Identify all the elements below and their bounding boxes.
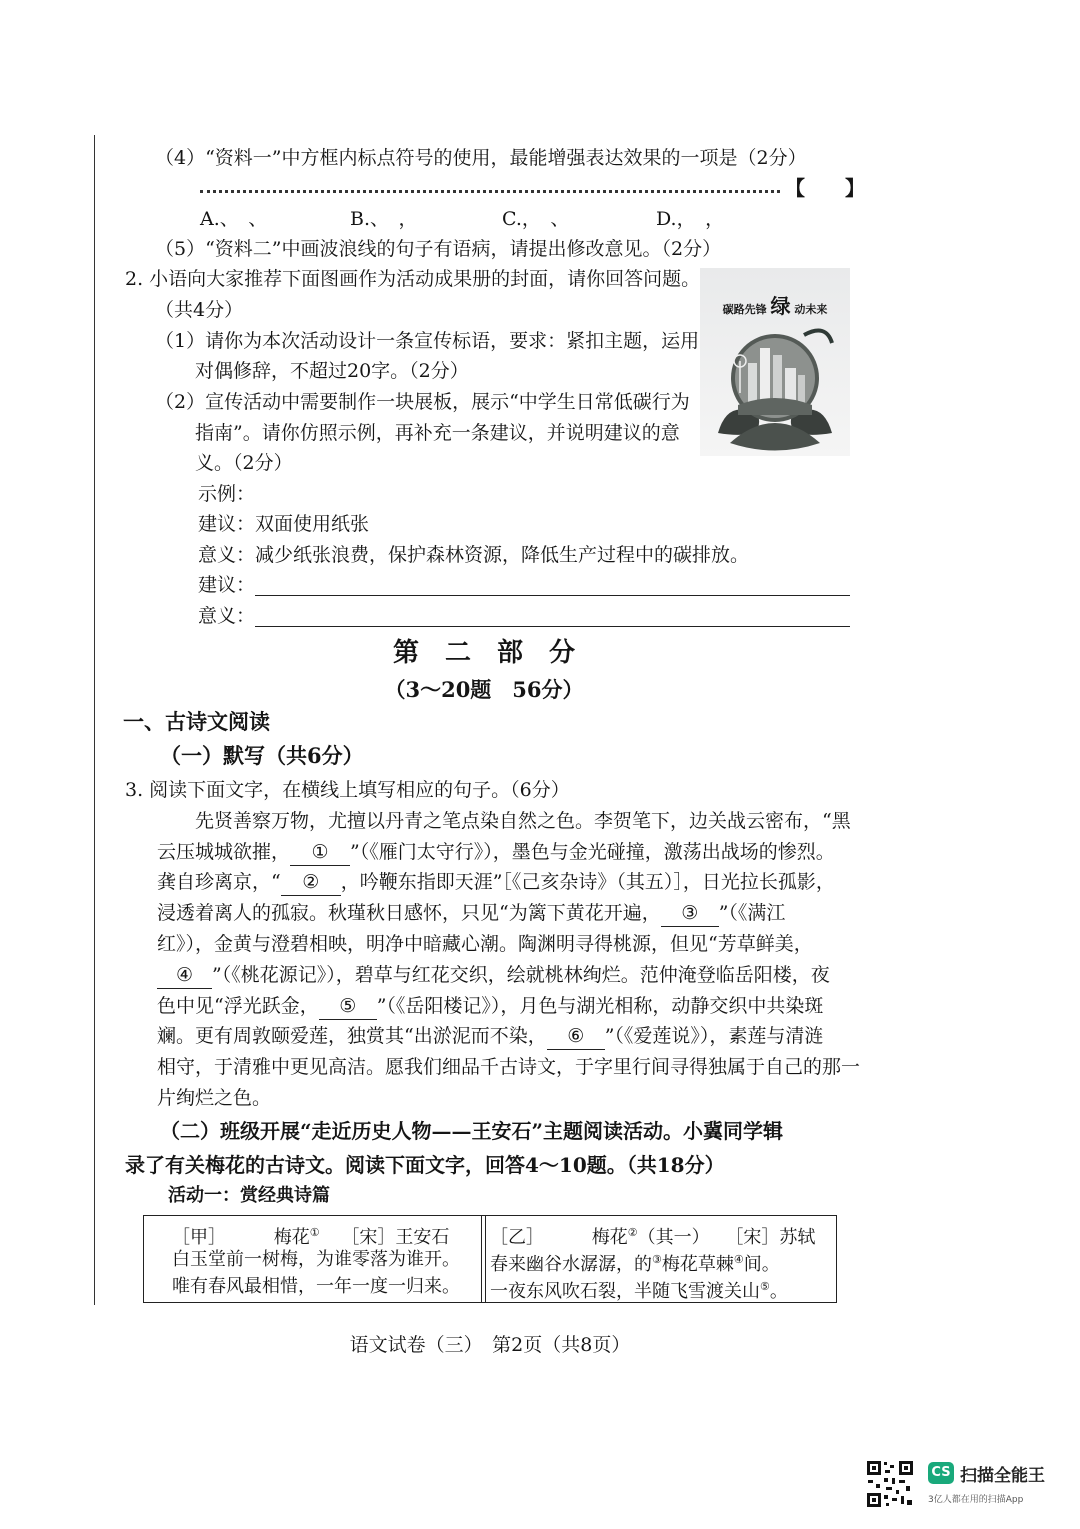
qr-code-icon bbox=[866, 1460, 914, 1508]
option-d: D.， ， bbox=[656, 208, 725, 230]
poem-jia-label: ［甲］ bbox=[172, 1227, 226, 1248]
poem-yi-label: ［乙］ bbox=[490, 1227, 544, 1248]
passage-line-4 bbox=[157, 900, 785, 927]
fill-blank-5[interactable]: ⑤ bbox=[319, 993, 377, 1020]
option-c: C.， 、 bbox=[502, 208, 570, 230]
passage-line-2 bbox=[157, 839, 835, 866]
page-footer: 语文试卷（三） 第2页（共8页） bbox=[349, 1334, 631, 1356]
poster-slogan-left: 碳路先锋 bbox=[722, 303, 767, 316]
part-title: 第 二 部 分 bbox=[392, 638, 575, 668]
poem-yi-line2 bbox=[490, 1275, 788, 1304]
subsection-dictation: （一）默写（共6分） bbox=[160, 743, 364, 768]
q1-item5: （5）“资料二”中画波浪线的句子有语病，请提出修改意见。（2分） bbox=[155, 238, 722, 260]
poem-text: 春来幽谷水潺潺，的 bbox=[490, 1254, 652, 1275]
passage-line-3 bbox=[157, 869, 835, 896]
fill-blank-2[interactable]: ② bbox=[281, 869, 341, 896]
camscanner-name: 扫描全能王 bbox=[960, 1466, 1045, 1486]
fill-blank-1[interactable]: ① bbox=[290, 839, 350, 866]
passage-text: 浸透着离人的孤寂。秋瑾秋日感怀，只见“为篱下黄花开遍， bbox=[157, 902, 661, 924]
passage-text: 龚自珍离京，“ bbox=[157, 871, 281, 893]
binding-margin-line bbox=[94, 135, 95, 1305]
q1-item4: （4）“资料一”中方框内标点符号的使用，最能增强表达效果的一项是（2分） bbox=[155, 147, 807, 169]
subsection-two-b: 录了有关梅花的古诗文。阅读下面文字，回答4～10题。（共18分） bbox=[125, 1153, 725, 1177]
passage-line-8 bbox=[157, 1023, 823, 1050]
passage-text: ”（《桃花源记》），碧草与红花交织，绘就桃林绚烂。范仲淹登临岳阳楼，夜 bbox=[212, 964, 830, 986]
poem-yi-author: ［宋］苏轼 bbox=[725, 1227, 816, 1248]
poem-text: 间。 bbox=[743, 1254, 780, 1275]
q2-sub2-a: （2）宣传活动中需要制作一块展板，展示“中学生日常低碳行为 bbox=[155, 391, 690, 413]
option-a: A.、 、 bbox=[200, 208, 268, 230]
footnote-marker: ① bbox=[309, 1226, 320, 1239]
example-meaning: 意义：减少纸张浪费，保护森林资源，降低生产过程中的碳排放。 bbox=[198, 544, 750, 566]
example-suggestion: 建议：双面使用纸张 bbox=[198, 513, 370, 535]
activity-one-label: 活动一：赏经典诗篇 bbox=[168, 1185, 330, 1206]
poem-yi-sub: （其一） bbox=[637, 1227, 710, 1248]
passage-line-10: 片绚烂之色。 bbox=[157, 1087, 272, 1109]
poem-jia-author: ［宋］王安石 bbox=[341, 1227, 450, 1248]
passage-line-5: 红》），金黄与澄碧相映，明净中暗藏心潮。陶渊明寻得桃源，但见“芳草鲜美， bbox=[157, 933, 813, 955]
poem-text: 。 bbox=[769, 1281, 788, 1302]
section-heading: 一、古诗文阅读 bbox=[123, 709, 270, 734]
poem-yi-title: 梅花 bbox=[591, 1227, 628, 1248]
fill-blank-3[interactable]: ③ bbox=[661, 900, 719, 927]
option-b: B.、 ， bbox=[350, 208, 418, 230]
poem-text: 梅花草棘 bbox=[661, 1254, 734, 1275]
cover-poster-image bbox=[700, 268, 850, 456]
fill-blank-4[interactable]: ④ bbox=[157, 962, 212, 989]
q2-line2: （共4分） bbox=[155, 299, 244, 321]
passage-text: 斓。更有周敦颐爱莲，独赏其“出淤泥而不染， bbox=[157, 1025, 547, 1047]
fill-blank-6[interactable]: ⑥ bbox=[547, 1023, 605, 1050]
poem-yi-line1 bbox=[490, 1248, 780, 1277]
camscanner-logo: CS bbox=[928, 1462, 954, 1484]
blank-suggestion-label: 建议： bbox=[198, 574, 256, 596]
passage-text: ”（《爱莲说》），素莲与清涟 bbox=[604, 1025, 824, 1047]
poem-text: 一夜东风吹石裂，半随飞雪渡关山 bbox=[490, 1281, 760, 1302]
poem-yi-header bbox=[490, 1221, 815, 1250]
passage-line-7 bbox=[157, 993, 823, 1020]
footnote-marker: ② bbox=[627, 1226, 638, 1239]
poem-jia-header bbox=[172, 1221, 449, 1250]
meaning-answer-line[interactable] bbox=[255, 626, 850, 627]
poem-table bbox=[143, 1215, 837, 1303]
q2-line1: 2. 小语向大家推荐下面图画作为活动成果册的封面，请你回答问题。 bbox=[125, 268, 701, 290]
passage-line-1: 先贤善察万物，尤擅以丹青之笔点染自然之色。李贺笔下，边关战云密布，“黑 bbox=[195, 810, 851, 832]
passage-text: 色中见“浮光跃金， bbox=[157, 995, 319, 1017]
passage-text: ”（《满江 bbox=[718, 902, 786, 924]
poem-divider bbox=[481, 1216, 486, 1302]
poster-slogan-mid: 绿 bbox=[770, 294, 791, 318]
camscanner-tagline: 3亿人都在用的扫描App bbox=[928, 1495, 1024, 1505]
passage-text: ，吟鞭东指即天涯”［《己亥杂诗》（其五）］，日光拉长孤影， bbox=[340, 871, 835, 893]
q3-intro: 3. 阅读下面文字，在横线上填写相应的句子。（6分） bbox=[125, 779, 570, 801]
q2-sub2-c: 义。（2分） bbox=[195, 452, 293, 474]
q2-sub1-a: （1）请你为本次活动设计一条宣传标语，要求：紧扣主题，运用 bbox=[155, 330, 700, 352]
passage-text: 云压城城欲摧， bbox=[157, 841, 291, 863]
blank-meaning-label: 意义： bbox=[198, 605, 256, 627]
answer-bracket: 【 】 bbox=[785, 176, 865, 200]
poem-jia-line2: 唯有春风最相惜，一年一度一归来。 bbox=[172, 1276, 460, 1297]
poster-slogan bbox=[700, 290, 850, 319]
footnote-marker: ⑤ bbox=[760, 1280, 770, 1293]
example-label: 示例： bbox=[198, 483, 256, 505]
q2-sub1-b: 对偶修辞，不超过20字。（2分） bbox=[195, 360, 469, 382]
passage-text: ”（《雁门太守行》），墨色与金光碰撞，激荡出战场的惨烈。 bbox=[350, 841, 835, 863]
subsection-two-a: （二）班级开展“走近历史人物——王安石”主题阅读活动。小冀同学辑 bbox=[160, 1119, 784, 1143]
globe-city-illustration bbox=[708, 323, 842, 453]
suggestion-answer-line[interactable] bbox=[255, 595, 850, 596]
poem-jia-line1: 白玉堂前一树梅，为谁零落为谁开。 bbox=[172, 1249, 460, 1270]
passage-line-9: 相守，于清雅中更见高洁。愿我们细品千古诗文，于字里行间寻得独属于自己的那一 bbox=[157, 1056, 861, 1078]
answer-leader-dots bbox=[200, 180, 780, 193]
footnote-marker: ③ bbox=[652, 1253, 662, 1266]
passage-line-6 bbox=[157, 962, 830, 989]
poster-slogan-right: 动未来 bbox=[794, 303, 828, 316]
footnote-marker: ④ bbox=[733, 1253, 744, 1266]
passage-text: ”（《岳阳楼记》），月色与湖光相称，动静交织中共染斑 bbox=[376, 995, 824, 1017]
q2-sub2-b: 指南”。请你仿照示例，再补充一条建议，并说明建议的意 bbox=[195, 422, 680, 444]
part-subtitle: （3～20题 56分） bbox=[384, 677, 584, 702]
poem-jia-title: 梅花 bbox=[273, 1227, 310, 1248]
